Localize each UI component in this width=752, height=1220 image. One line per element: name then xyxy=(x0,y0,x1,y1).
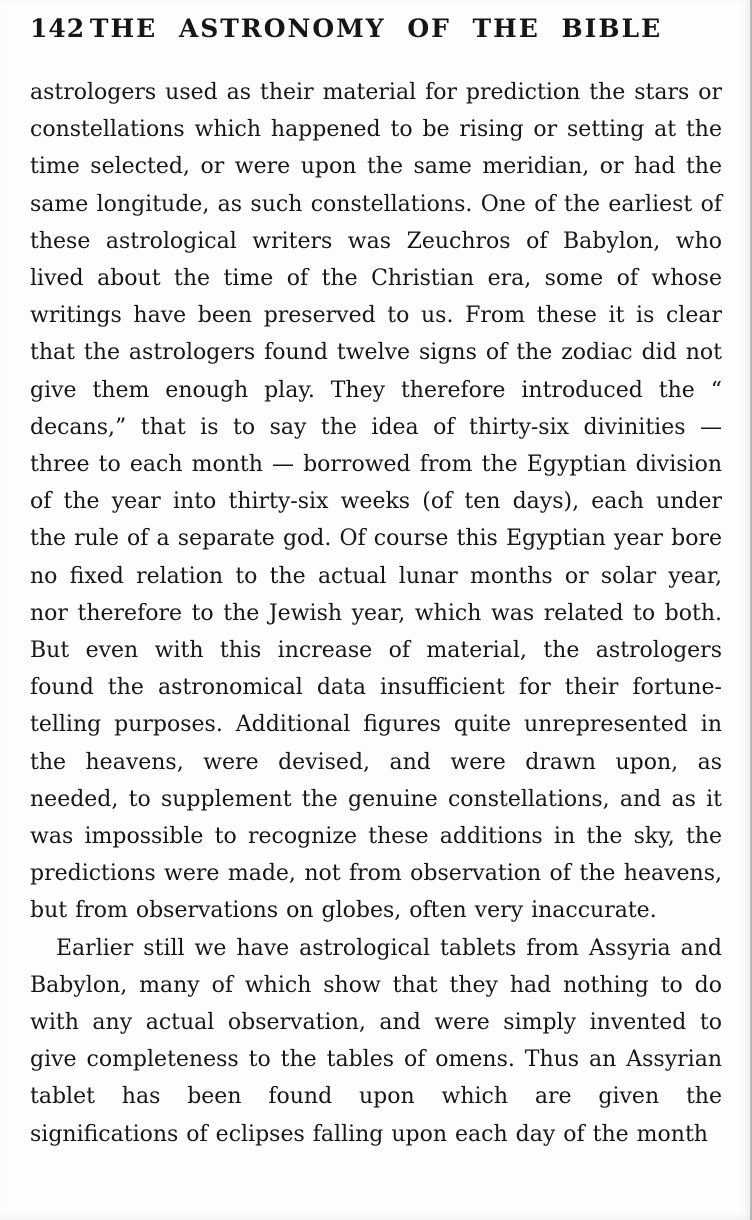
page-number: 142 xyxy=(30,14,86,43)
page-header xyxy=(30,14,722,48)
paragraph: Earlier still we have astrological tablets from Assyria and Babylon, many of which show that they had nothing to do with any actual observation, and were simply invented to give completeness to the tables of omens. Thus an Assyrian tablet has been found upon which are given the significations of eclipses falling upon each day of the month xyxy=(30,935,722,1147)
running-title: THE ASTRONOMY OF THE BIBLE xyxy=(89,14,663,43)
paragraph-continuation: astrologers used as their material for prediction the stars or constellations which happened to be rising or setting at the time selected, or were upon the same meridian, or had the same longitude, as such constellations. One of the earliest of these astrological writers was Zeuchros of Babylon, who lived about the time of the Christian era, some of whose writings have been preserved to us. From these it is clear that the astrologers found twelve signs of the zodiac did not give them enough play. They therefore introduced the “ decans,” that is to say the idea of thirty-six divinities — three to each month — borrowed from the Egyptian division of the year into thirty-six weeks (of ten days), each under the rule of a separate god. Of course this Egyptian year bore no fixed relation to the actual lunar months or solar year, nor therefore to the Jewish year, which was related to both. But even with this increase of material, the astrologers found the astronomical data insufficient for their fortune-telling purposes. Additional figures quite unrepresented in the heavens, were devised, and were drawn upon, as needed, to supplement the genuine constellations, and as it was impossible to recognize these additions in the sky, the predictions were made, not from observation of the heavens, but from observations on globes, often very inaccurate. xyxy=(30,80,722,924)
page-body xyxy=(30,74,722,1153)
